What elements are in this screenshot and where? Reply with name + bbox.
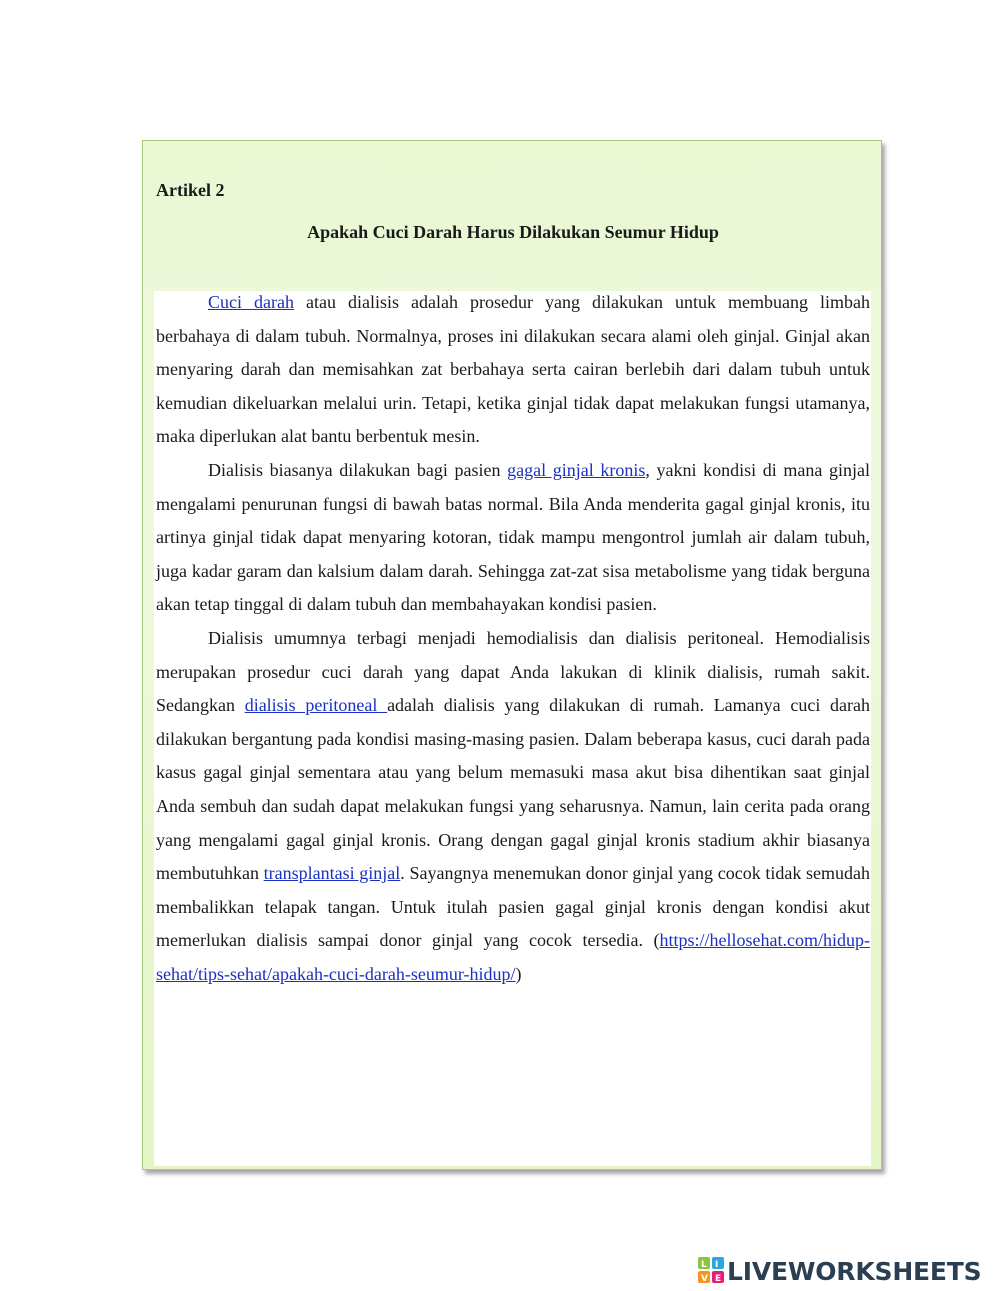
brand-name: LIVEWORKSHEETS [727,1256,982,1286]
svg-text:E: E [715,1274,722,1284]
link-dialisis-peritoneal[interactable]: dialisis peritoneal [244,695,388,716]
paragraph-2: Dialisis biasanya dilakukan bagi pasien gagal ginjal kronis, yakni kondisi di mana ginjal mengalami penurunan fungsi di bawah batas normal. Bila Anda menderita gagal ginjal kronis, itu artinya ginjal tidak dapat menyaring kotoran, tidak mampu mengontrol jumlah air dalam tubuh, juga kadar garam dan kalsium dalam darah. Sehingga zat-zat sisa metabolisme yang tidak berguna akan tetap tinggal di dalam tubuh dan membahayakan kondisi pasien. [156,459,870,615]
link-transplantasi-ginjal[interactable]: transplantasi ginjal [263,863,401,884]
article-title: Apakah Cuci Darah Harus Dilakukan Seumur Hidup [307,222,719,242]
svg-text:I: I [715,1260,719,1270]
liveworksheets-logo-icon [698,1257,724,1285]
brand-watermark [698,1256,981,1286]
paragraph-3: Dialisis umumnya terbagi menjadi hemodialisis dan dialisis peritoneal. Hemodialisis merupakan prosedur cuci darah yang dapat Anda lakukan di klinik dialisis, rumah sakit. Sedangkan dialisis peritoneal adalah dialisis yang dilakukan di rumah. Lamanya cuci darah dilakukan bergantung pada kondisi masing-masing pasien. Dalam beberapa kasus, cuci darah pada kasus gagal ginjal sementara atau yang belum memasuki masa akut bisa dihentikan saat ginjal Anda sembuh dan sudah dapat melakukan fungsi yang seharusnya. Namun, lain cerita pada orang yang mengalami gagal ginjal kronis. Orang dengan gagal ginjal kronis stadium akhir biasanya membutuhkan transplantasi ginjal. Sayangnya menemukan donor ginjal yang cocok tidak semudah membalikkan telapak tangan. Untuk itulah pasien gagal ginjal kronis dengan kondisi akut memerlukan dialisis sampai donor ginjal yang cocok tersedia. (https://hellosehat.com/hidup-sehat/tips-sehat/apakah-cuci-darah-seumur-hidup/) [156,627,871,984]
paragraph-1: Cuci darah atau dialisis adalah prosedur yang dilakukan untuk membuang limbah berbahaya di dalam tubuh. Normalnya, proses ini dilakukan secara alami oleh ginjal. Ginjal akan menyaring darah dan memisahkan zat berbahaya serta cairan berlebih dari dalam tubuh untuk kemudian dikeluarkan melalui urin. Tetapi, ketika ginjal tidak dapat melakukan fungsi utamanya, maka diperlukan alat bantu berbentuk mesin. [156,292,870,447]
link-source-url[interactable]: https://hellosehat.com/hidup-sehat/tips-sehat/apakah-cuci-darah-seumur-hidup/ [156,930,870,984]
article-label: Artikel 2 [156,180,225,200]
link-cuci-darah[interactable]: Cuci darah [208,292,294,312]
svg-text:L: L [701,1260,707,1270]
link-gagal-ginjal-kronis[interactable]: gagal ginjal kronis [507,459,646,480]
article-body [156,286,870,991]
svg-text:V: V [701,1274,708,1284]
